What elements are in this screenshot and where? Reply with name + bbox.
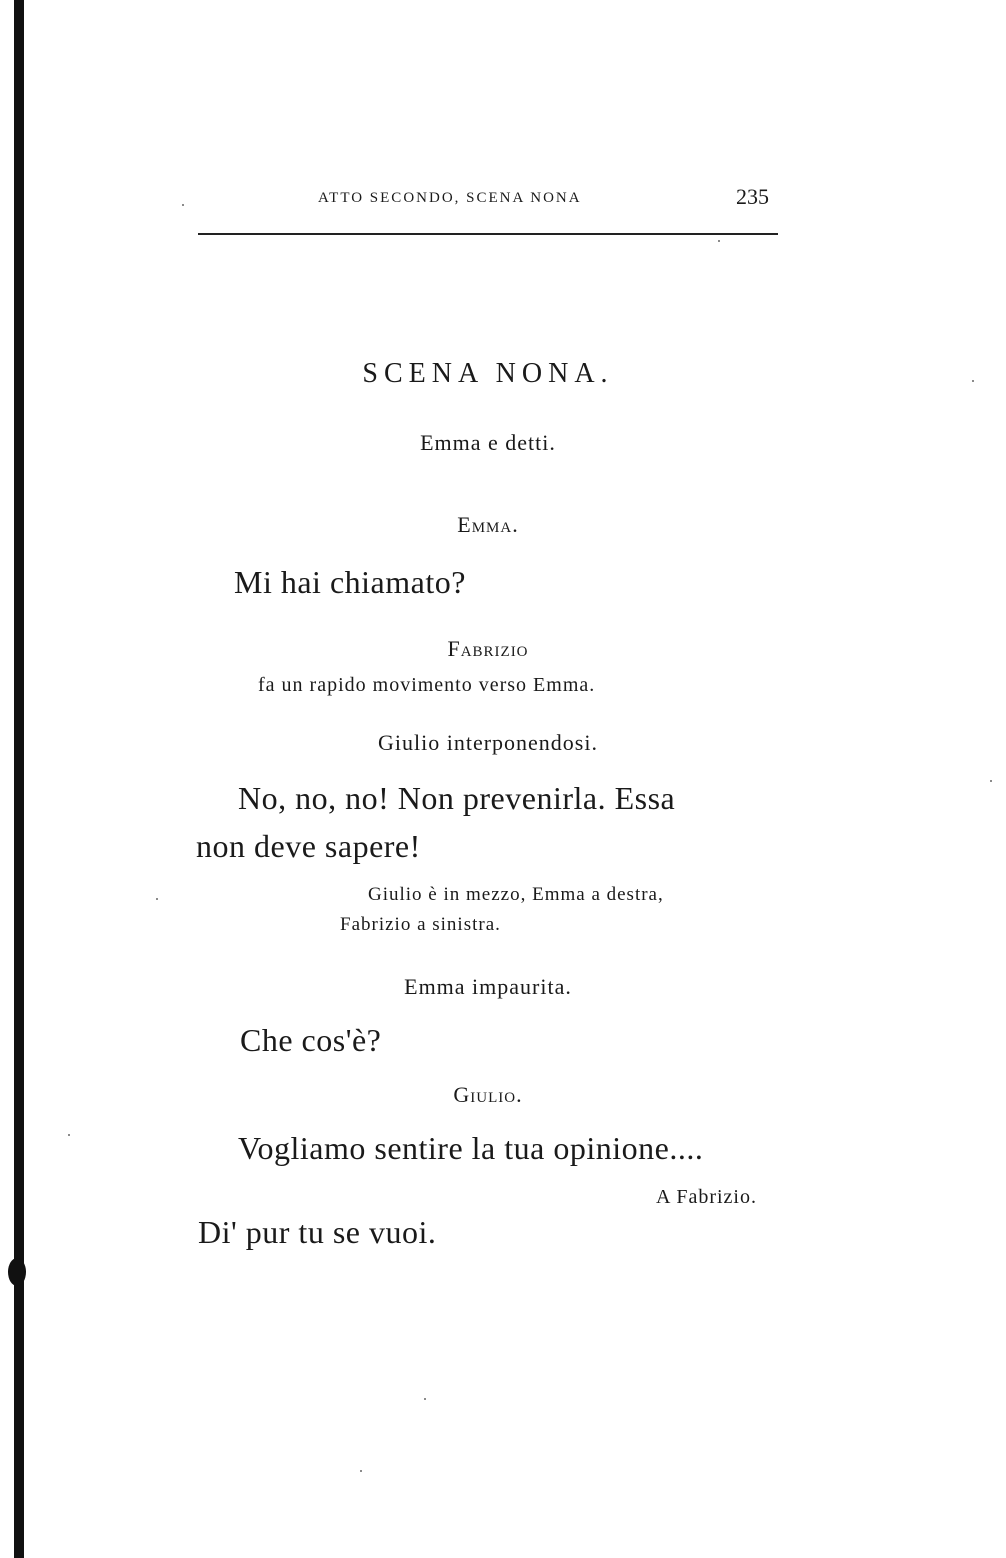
speaker-giulio: Giulio interponendosi.	[378, 730, 598, 755]
dialogue-line: Vogliamo sentire la tua opinione....	[238, 1130, 704, 1166]
scan-speck	[990, 780, 992, 782]
stage-direction: A Fabrizio.	[656, 1186, 757, 1208]
stage-direction: Fabrizio a sinistra.	[340, 914, 501, 935]
scan-speck	[68, 1134, 70, 1136]
binding-mark	[8, 1258, 26, 1286]
scene-title: SCENA NONA.	[362, 358, 614, 389]
dialogue-line: Mi hai chiamato?	[234, 564, 466, 600]
speaker-emma: Emma.	[457, 512, 519, 537]
dialogue-line: non deve sapere!	[196, 828, 421, 864]
scan-speck	[156, 898, 158, 900]
scan-speck	[718, 240, 720, 242]
running-head: ATTO SECONDO, SCENA NONA	[318, 190, 582, 206]
dialogue-line: Che cos'è?	[240, 1022, 382, 1058]
dialogue-line: Di' pur tu se vuoi.	[198, 1214, 437, 1250]
scene-characters: Emma e detti.	[420, 430, 556, 455]
scan-speck	[360, 1470, 362, 1472]
scan-speck	[182, 204, 184, 206]
scan-speck	[972, 380, 974, 382]
stage-direction: Giulio è in mezzo, Emma a destra,	[368, 884, 664, 905]
header-rule	[198, 233, 778, 235]
speaker-giulio: Giulio.	[453, 1082, 523, 1107]
stage-direction: fa un rapido movimento verso Emma.	[258, 674, 596, 696]
scan-speck	[424, 1398, 426, 1400]
speaker-emma-frightened: Emma impaurita.	[404, 974, 572, 999]
speaker-fabrizio: Fabrizio	[447, 636, 529, 661]
binding-edge	[14, 0, 24, 1558]
page-number: 235	[736, 184, 769, 209]
dialogue-line: No, no, no! Non prevenirla. Essa	[238, 780, 676, 816]
